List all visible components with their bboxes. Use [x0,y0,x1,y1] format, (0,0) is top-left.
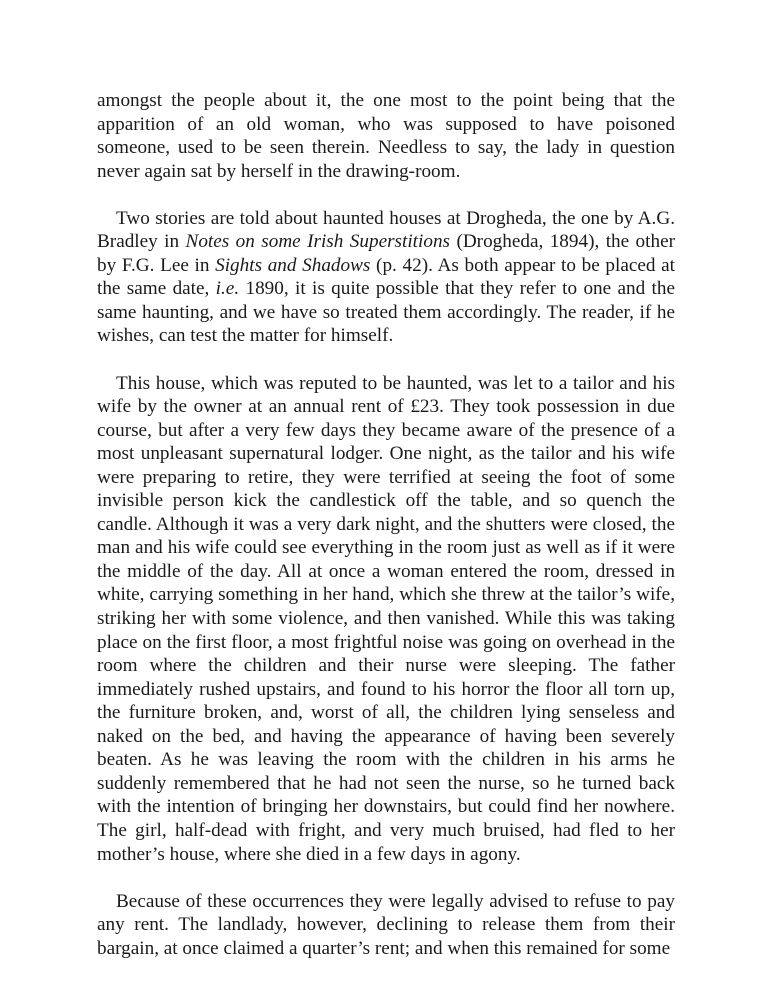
text-span: (Drogheda, 1894), the other by F.G. Lee in [97,231,675,276]
paragraph-2 [97,207,675,348]
paragraph-4 [97,890,675,961]
book-title-italic: Notes on some Irish Superstitions [185,231,451,253]
text-span: 1890, it is quite possible that they refer to one and the same haunting, and we have so treated them accordingly. The reader, if he wishes, can test the matter for himself. [97,278,675,347]
abbreviation-italic: i.e. [215,278,240,300]
text-span: Because of these occurrences they were legally advised to refuse to pay any rent. The landlady, however, declining to release them from their bargain, at once claimed a quarter’s rent; and when this remained for some [97,890,675,959]
paragraph-3 [97,372,675,866]
paragraph-1 [97,89,675,183]
text-span: amongst the people about it, the one most to the point being that the apparition of an old woman, who was supposed to have poisoned someone, used to be seen therein. Needless to say, the lady in question never again sat by herself in the drawing-room. [97,90,675,182]
text-span: (p. 42). As both appear to be placed at the same date, [97,254,675,300]
book-title-italic: Sights and Shadows [215,254,371,276]
text-span: This house, which was reputed to be haunted, was let to a tailor and his wife by the owner at an annual rent of £23. They took possession in due course, but after a very few days they became aware of the presence of a most unpleasant supernatural lodger. One night, as the tailor and his wife were preparing to retire, they were terrified at seeing the foot of some invisible person kick the candlestick off the table, and so quench the candle. Although it was a very dark night, and the shutters were closed, the man and his wife could see everything in the room just as well as if it were the middle of the day. All at once a woman entered the room, dressed in white, carrying something in her hand, which she threw at the tailor’s wife, striking her with some violence, and then vanished. While this was taking place on the first floor, a most frightful noise was going on overhead in the room where the children and their nurse were sleeping. The father immediately rushed upstairs, and found to his horror the floor all torn up, the furniture broken, and, worst of all, the children lying senseless and naked on the bed, and having the appearance of having been severely beaten. As he was leaving the room with the children in his arms he suddenly remembered that he had not seen the nurse, so he turned back with the intention of bringing her downstairs, but could find her nowhere. The girl, half-dead with fright, and very much bruised, had fled to her mother’s house, where she died in a few days in agony. [97,372,675,865]
book-page [97,89,675,960]
text-span: Two stories are told about haunted houses at Drogheda, the one by A.G. Bradley in [97,207,675,253]
